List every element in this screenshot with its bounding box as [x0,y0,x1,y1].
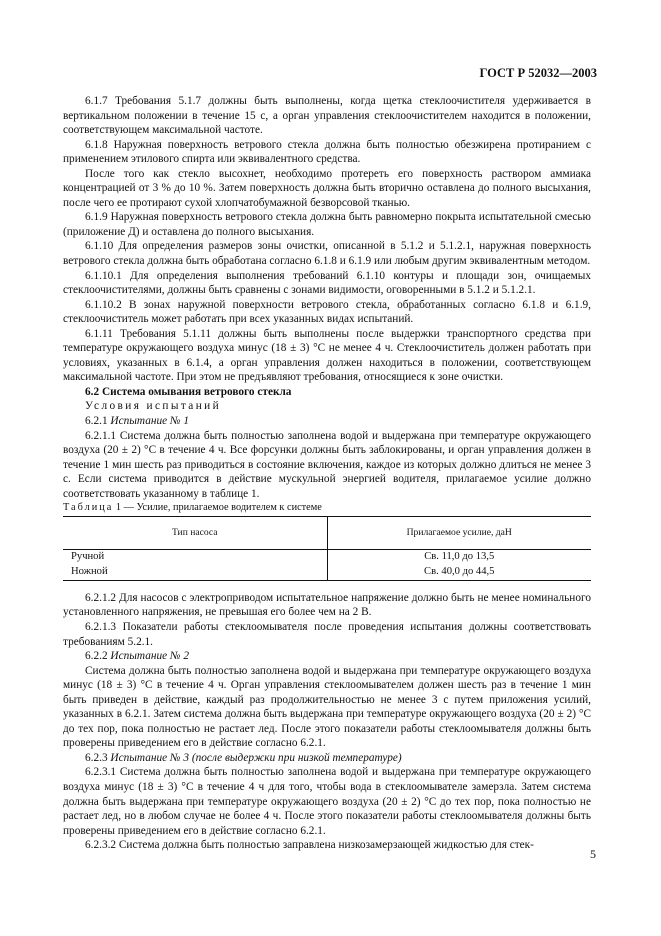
test-2-label: Испытание № 2 [110,650,190,663]
page-number: 5 [590,847,596,861]
test-3-heading [63,751,591,766]
table-row [63,565,591,581]
table-cell-force: Св. 40,0 до 44,5 [327,565,591,581]
paragraph-6-1-10-1: 6.1.10.1 Для определения выполнения требований 6.1.10 контуры и площади зон, очищаемых стеклоочистителями, должны быть сравнены с зонами видимости, оговоренными в 5.1.2 и 5.1.2.1. [63,269,591,297]
paragraph-6-1-8: 6.1.8 Наружная поверхность ветрового стекла должна быть полностью обезжирена протиранием с применением этилового спирта или эквивалентного средства. [63,138,591,166]
paragraph-6-2-1-1: 6.2.1.1 Система должна быть полностью заполнена водой и выдержана при температуре окружающего воздуха (20 ± 2) °С в течение 4 ч. Все форсунки должны быть заблокированы, и орган управления должен в течение 1 мин шесть раз приводиться в состояние включения, каждое из которых должно длиться не менее 3 с. Если система приводится в действие мускульной энергией водителя, прилагаемое усилие должно соответствовать указанному в таблице 1. [63,429,591,500]
test-1-heading [63,414,591,429]
paragraph-6-1-9: 6.1.9 Наружная поверхность ветрового стекла должна быть равномерно покрыта испытательной смесью (приложение Д) и оставлена до полного высыхания. [63,211,591,238]
table-cell-type: Ножной [63,565,327,581]
paragraph-ammonia: После того как стекло высохнет, необходимо протереть его поверхность раствором аммиака концентрацией от 3 % до 10 %. Затем поверхность должна быть вторично оставлена до полного высыхания, после чего ее протирают сухой хлопчатобумажной безворсовой тканью. [63,167,591,209]
document-header: ГОСТ Р 52032—2003 [479,66,597,80]
paragraph-6-2-3-2: 6.2.3.2 Система должна быть полностью заправлена низкозамерзающей жидкостью для стек- [85,839,534,852]
paragraph-6-2-3-1: 6.2.3.1 Система должна быть полностью заполнена водой и выдержана при температуре окружающего воздуха минус (18 ± 3) °С в течение 4 ч для того, чтобы вода в стеклоомывателе замерзла. Затем система должна быть выдержана при температуре окружающего воздуха (20 ± 2) °С до тех пор, пока полностью не растает лед, но в любом случае не более 4 ч. После этого показатели работы стеклоомывателя должны быть проверены приведением его в действие согласно 6.2.1. [63,766,591,837]
test-3-number: 6.2.3 [85,751,108,764]
test-2-number: 6.2.2 [85,650,108,663]
table-cell-force: Св. 11,0 до 13,5 [424,551,495,563]
table-row [63,549,591,565]
document-body [63,94,591,853]
section-heading-6-2: 6.2 Система омывания ветрового стекла [85,385,292,398]
test-1-label: Испытание № 1 [110,415,190,428]
table-caption-text: 1 — Усилие, прилагаемое водителем к системе [113,502,322,514]
paragraph-test-2: Система должна быть полностью заполнена водой и выдержана при температуре окружающего воздуха минус (18 ± 3) °С в течение 4 ч. Орган управления стеклоомывателем должен шесть раз в течение 1 мин быть приведен в действие, каждый раз продолжительностью не менее 3 с путем приложения усилий, указанных в 6.2.1. Затем система должна быть выдержана при температуре окружающего воздуха (20 ± 2) °С до тех пор, пока полностью не растает лед. После этого показатели работы стеклоомывателя должны быть проверены приведением его в действие согласно 6.2.1. [63,664,591,750]
table-header-force: Прилагаемое усилие, даН [327,516,591,549]
test-1-number: 6.2.1 [85,415,108,428]
subheading-conditions: Условия испытаний [85,400,222,413]
paragraph-6-1-11: 6.1.11 Требования 5.1.11 должны быть выполнены после выдержки транспортного средства при температуре окружающего воздуха минус (18 ± 3) °С не менее 4 ч. Стеклоочиститель должен работать при условиях, указанных в 6.1.4, а орган управления должен находиться в положении, соответствующем максимальной частоте. При этом не предъявляют требования, относящиеся к зоне очистки. [63,327,591,384]
table-header-pump-type: Тип насоса [63,516,327,549]
table-caption [63,501,591,516]
force-table [63,516,591,581]
table-header-row [63,516,591,549]
test-3-label: Испытание № 3 (после выдержки при низкой температуре) [110,751,402,764]
table-caption-prefix: Таблица [63,502,114,514]
paragraph-6-2-1-2: 6.2.1.2 Для насосов с электроприводом испытательное напряжение должно быть не менее номинального установленного напряжения, не превышая его более чем на 2 В. [63,591,591,619]
test-2-heading [63,649,591,664]
paragraph-6-1-7: 6.1.7 Требования 5.1.7 должны быть выполнены, когда щетка стеклоочистителя удерживается в вертикальном положении в течение 15 с, а орган управления стеклоочистителем находится в положении, соответствующем максимальной частоте. [63,95,591,137]
table-cell-type: Ручной [63,549,327,565]
paragraph-6-1-10-2: 6.1.10.2 В зонах наружной поверхности ветрового стекла, обработанных согласно 6.1.8 и 6.1.9, стеклоочиститель может работать при всех указанных видах испытаний. [63,298,591,326]
paragraph-6-1-10: 6.1.10 Для определения размеров зоны очистки, описанной в 5.1.2 и 5.1.2.1, наружная поверхность ветрового стекла должна быть обработана согласно 6.1.8 и 6.1.9 или любым другим эквивалентным методом. [63,240,591,268]
paragraph-6-2-1-3: 6.2.1.3 Показатели работы стеклоомывателя после проведения испытания должны соответствовать требованиям 5.2.1. [63,620,591,648]
